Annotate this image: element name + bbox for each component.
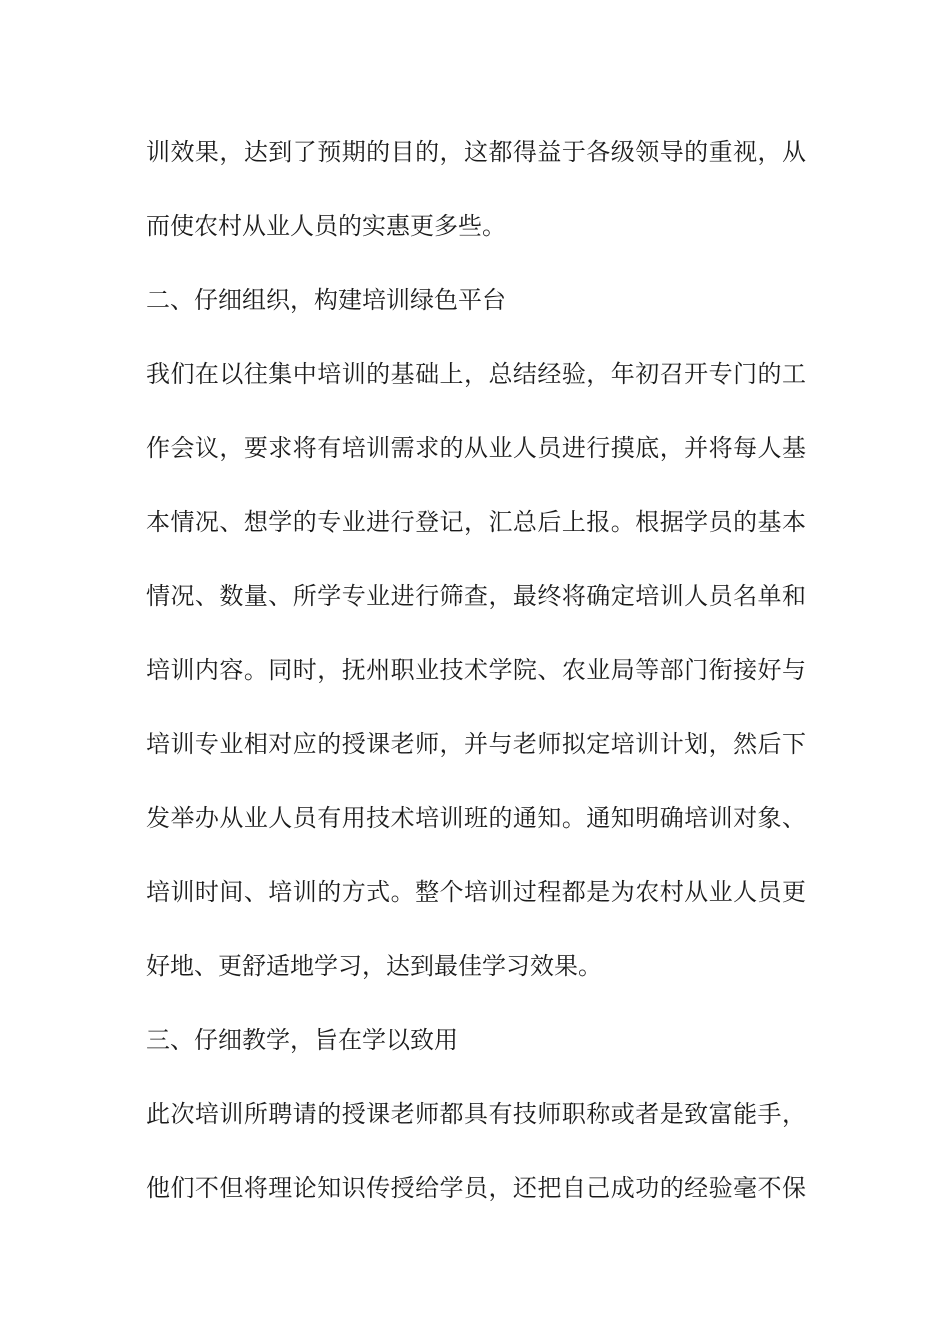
paragraph-line: 好地、更舒适地学习，达到最佳学习效果。 [146,952,602,980]
paragraph-line: 作会议，要求将有培训需求的从业人员进行摸底，并将每人基 [146,434,806,462]
paragraph-line: 此次培训所聘请的授课老师都具有技师职称或者是致富能手， [146,1100,806,1128]
paragraph-line: 情况、数量、所学专业进行筛查，最终将确定培训人员名单和 [146,582,806,610]
section-heading: 三、仔细教学，旨在学以致用 [146,1026,458,1054]
paragraph-line: 本情况、想学的专业进行登记，汇总后上报。根据学员的基本 [146,508,806,536]
section-heading: 二、仔细组织，构建培训绿色平台 [146,286,506,314]
paragraph-line: 培训专业相对应的授课老师，并与老师拟定培训计划，然后下 [146,730,806,758]
paragraph-line: 训效果，达到了预期的目的，这都得益于各级领导的重视，从 [146,138,806,166]
paragraph-line: 而使农村从业人员的实惠更多些。 [146,212,506,240]
paragraph-line: 他们不但将理论知识传授给学员，还把自己成功的经验毫不保 [146,1174,806,1202]
paragraph-line: 培训时间、培训的方式。整个培训过程都是为农村从业人员更 [146,878,806,906]
paragraph-line: 培训内容。同时，抚州职业技术学院、农业局等部门衔接好与 [146,656,806,684]
paragraph-line: 发举办从业人员有用技术培训班的通知。通知明确培训对象、 [146,804,806,832]
paragraph-line: 我们在以往集中培训的基础上，总结经验，年初召开专门的工 [146,360,806,388]
